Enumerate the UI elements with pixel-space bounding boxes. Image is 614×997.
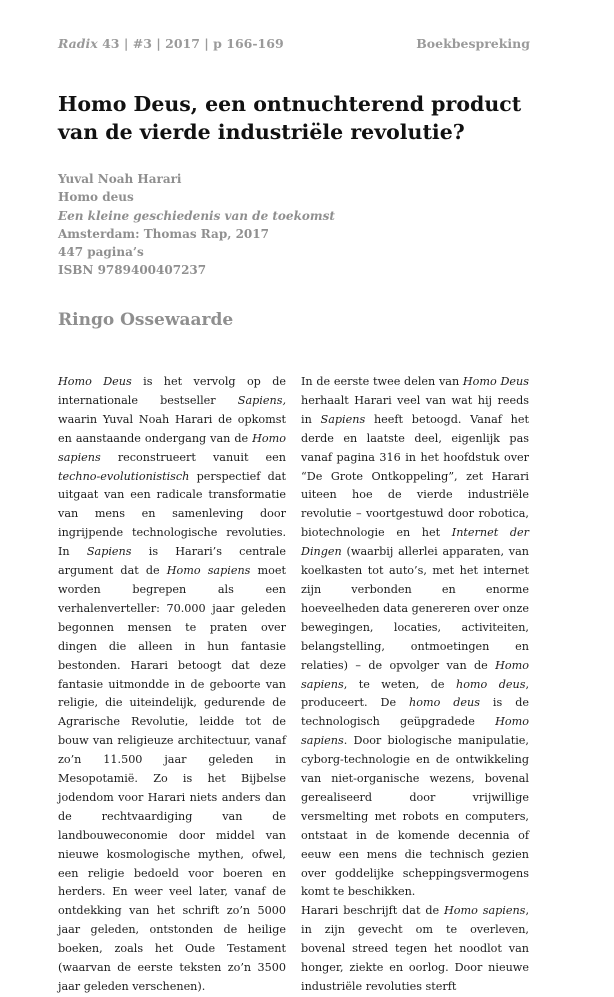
article-title: Homo Deus, een ontnuchterend product van de vierde industriële revolutie? [58,92,522,144]
text-run: reconstrueert vanuit een [100,450,286,464]
journal-citation [58,36,284,51]
body-paragraph [301,373,529,902]
italic-run: homo deus [409,696,480,710]
text-run: herhaalt Harari veel van wat hij reeds in [301,393,529,426]
book-publisher: Amsterdam: Thomas Rap, 2017 [58,226,269,241]
body-column-left [58,373,286,997]
text-run: is Harari’s centrale argument dat de [58,545,286,578]
reviewer-name: Ringo Ossewaarde [58,310,234,330]
text-run: moet worden begrepen als een verhalenverteller: 70.000 jaar geleden begonnen mensen te praten over dingen die alleen in hun fantasie bestonden. Harari betoogt dat deze fantasie uitmondde in de geboorte van religie, die uiteindelijk, gedurende de Agrarische Revolutie, leidde tot de bouw van religieuze architectuur, vanaf zo’n 11.500 jaar geleden in Mesopotamië. Zo is het Bijbelse jodendom voor Harari niets anders dan de rechtvaardiging van de landbouweconomie door middel van nieuwe kosmologische mythen, ofwel, een religie bedoeld voor boeren en herders. En weer veel later, vanaf de ontdekking van het schrift zo’n 5000 jaar geleden, ontstonden de heilige boeken, zoals het Oude Testament (waarvan de eerste teksten zo’n 3500 jaar geleden verschenen). [58,564,286,993]
text-run: . Door biologische manipulatie, cyborg-technologie en de ontwikkeling van niet-organische wezens, bovenal gerealiseerd door vrijwillige versmelting met robots en computers, ontstaat in de komende decennia of eeuw een mens die technisch gezien over goddelijke scheppingsvermogens komt te beschikken. [301,734,529,899]
text-run: , te weten, de [343,677,456,691]
book-pages: 447 pagina’s [58,245,144,260]
text-run: is de technologisch geüpgradede [301,696,529,729]
italic-run: techno-evolutionistisch [58,469,190,483]
text-run: is het vervolg op de internationale bestseller [58,375,286,407]
italic-run: Sapiens [320,412,366,426]
italic-run: Sapiens [86,545,132,559]
text-run: waarin Yuval Noah Harari de opkomst en aanstaande ondergang van de [58,412,286,445]
italic-run: Homo Deus [58,375,132,388]
section-label: Boekbespreking [416,36,530,51]
book-subtitle: Een kleine geschiedenis van de toekomst [58,208,335,223]
italic-run: Homo Deus [462,375,529,388]
text-run: , produceert. De [301,677,529,710]
issue-info: 43 | #3 | 2017 | p 166-169 [97,36,284,51]
italic-run: homo deus [455,677,526,691]
italic-run: Homo sapiens [301,715,529,748]
text-run: In de eerste twee delen van [301,375,463,388]
text-run: heeft betoogd. Vanaf het derde en laatste deel, eigenlijk pas vanaf pagina 316 in het hoofdstuk over “De Grote Ontkoppeling”, zet Harari uiteen hoe de vierde industriële revolutie – voortgestuwd door robotica, biotechnologie en het [301,412,529,540]
body-column-right [301,373,529,997]
italic-run: Homo sapiens [166,564,251,578]
italic-run: Internet der Dingen [301,526,529,559]
book-isbn: ISBN 9789400407237 [58,263,207,278]
italic-run: Homo sapiens [301,658,529,691]
text-run: perspectief dat uitgaat van een radicale transformatie van mens en samenleving door ingrijpende technologische revoluties. In [58,469,286,559]
book-title: Homo deus [58,190,134,205]
italic-run: Sapiens, [237,393,286,407]
running-head [58,36,530,51]
body-paragraph [58,373,286,997]
book-author: Yuval Noah Harari [58,172,182,186]
text-run: (waarbij allerlei apparaten, van koelkasten tot auto’s, met het internet zijn verbonden en enorme hoeveelheden data genereren over onze bewegingen, locaties, activiteiten, belangstelling, ontmoetingen en relaties) – de opvolger van de [301,545,529,672]
text-run: Harari beschrijft dat de [301,904,444,918]
text-run: , in zijn gevecht om te overleven, bovenal streed tegen het noodlot van honger, ziekte en oorlog. Door nieuwe industriële revoluties sterft [301,904,529,993]
italic-run: Homo sapiens [58,431,286,464]
journal-name: Radix [58,36,98,51]
book-details [58,170,478,280]
italic-run: Homo sapiens [444,904,526,918]
body-paragraph [301,902,529,997]
